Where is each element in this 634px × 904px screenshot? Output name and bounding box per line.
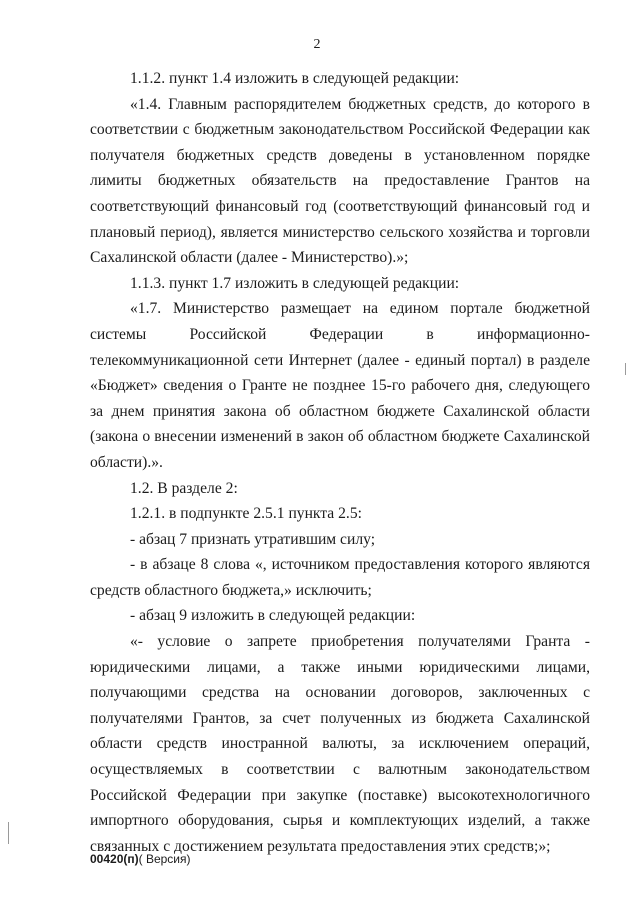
footer-code: 00420(п) xyxy=(90,852,139,866)
paragraph-1-2: 1.2. В разделе 2: xyxy=(130,479,238,497)
paragraph-1-4-text: «1.4. Главным распорядителем бюджетных средств, до которого в соответствии с бюджетным законодательством Российской Федерации как получателя бюджетных средств доведены в установленном порядке лимиты бюджетных обязательств на предоставление Грантов на соответствующий финансовый год (соответствующий финансовый год и плановый период), является министерство сельского хозяйства и торговли Сахалинской области (далее - Министерство).»; xyxy=(90,95,590,267)
paragraph-abzac-9-text: «- условие о запрете приобретения получателями Гранта - юридическими лицами, а также иными юридическими лицами, получающими средства на основании договоров, заключенных с получателями Грантов, за счет полученных из бюджета Сахалинской области средств иностранной валюты, за исключением операций, осуществляемых в соответствии с валютным законодательством Российской Федерации при закупке (поставке) высокотехнологичного импортного оборудования, сырья и комплектующих изделий, а также связанных с достижением результата предоставления этих средств;»; xyxy=(90,633,590,855)
paragraph-1-2-1: 1.2.1. в подпункте 2.5.1 пункта 2.5: xyxy=(130,505,362,523)
paragraph-1-1-3: 1.1.3. пункт 1.7 изложить в следующей редакции: xyxy=(130,274,460,292)
scan-mark-right xyxy=(625,363,626,375)
scan-mark-left xyxy=(8,822,9,844)
paragraph-abzac-8: - в абзаце 8 слова «, источником предоставления которого являются средств областного бюджета,» исключить; xyxy=(90,556,590,599)
paragraph-1-1-2: 1.1.2. пункт 1.4 изложить в следующей редакции: xyxy=(130,70,460,87)
paragraph-abzac-7: - абзац 7 признать утратившим силу; xyxy=(130,530,376,548)
page-number: 2 xyxy=(313,37,321,52)
footer-label: ( Версия) xyxy=(138,852,191,866)
paragraph-1-7-text: «1.7. Министерство размещает на едином портале бюджетной системы Российской Федерации в информационно-телекоммуникационной сети Интернет (далее - единый портал) в разделе «Бюджет» сведения о Гранте не позднее 15-го рабочего дня, следующего за днем принятия закона об областном бюджете Сахалинской области (закона о внесении изменений в закон об областном бюджете Сахалинской области).». xyxy=(90,300,590,471)
document-body xyxy=(90,66,590,859)
paragraph-abzac-9: - абзац 9 изложить в следующей редакции: xyxy=(130,607,416,625)
document-footer xyxy=(90,852,191,866)
